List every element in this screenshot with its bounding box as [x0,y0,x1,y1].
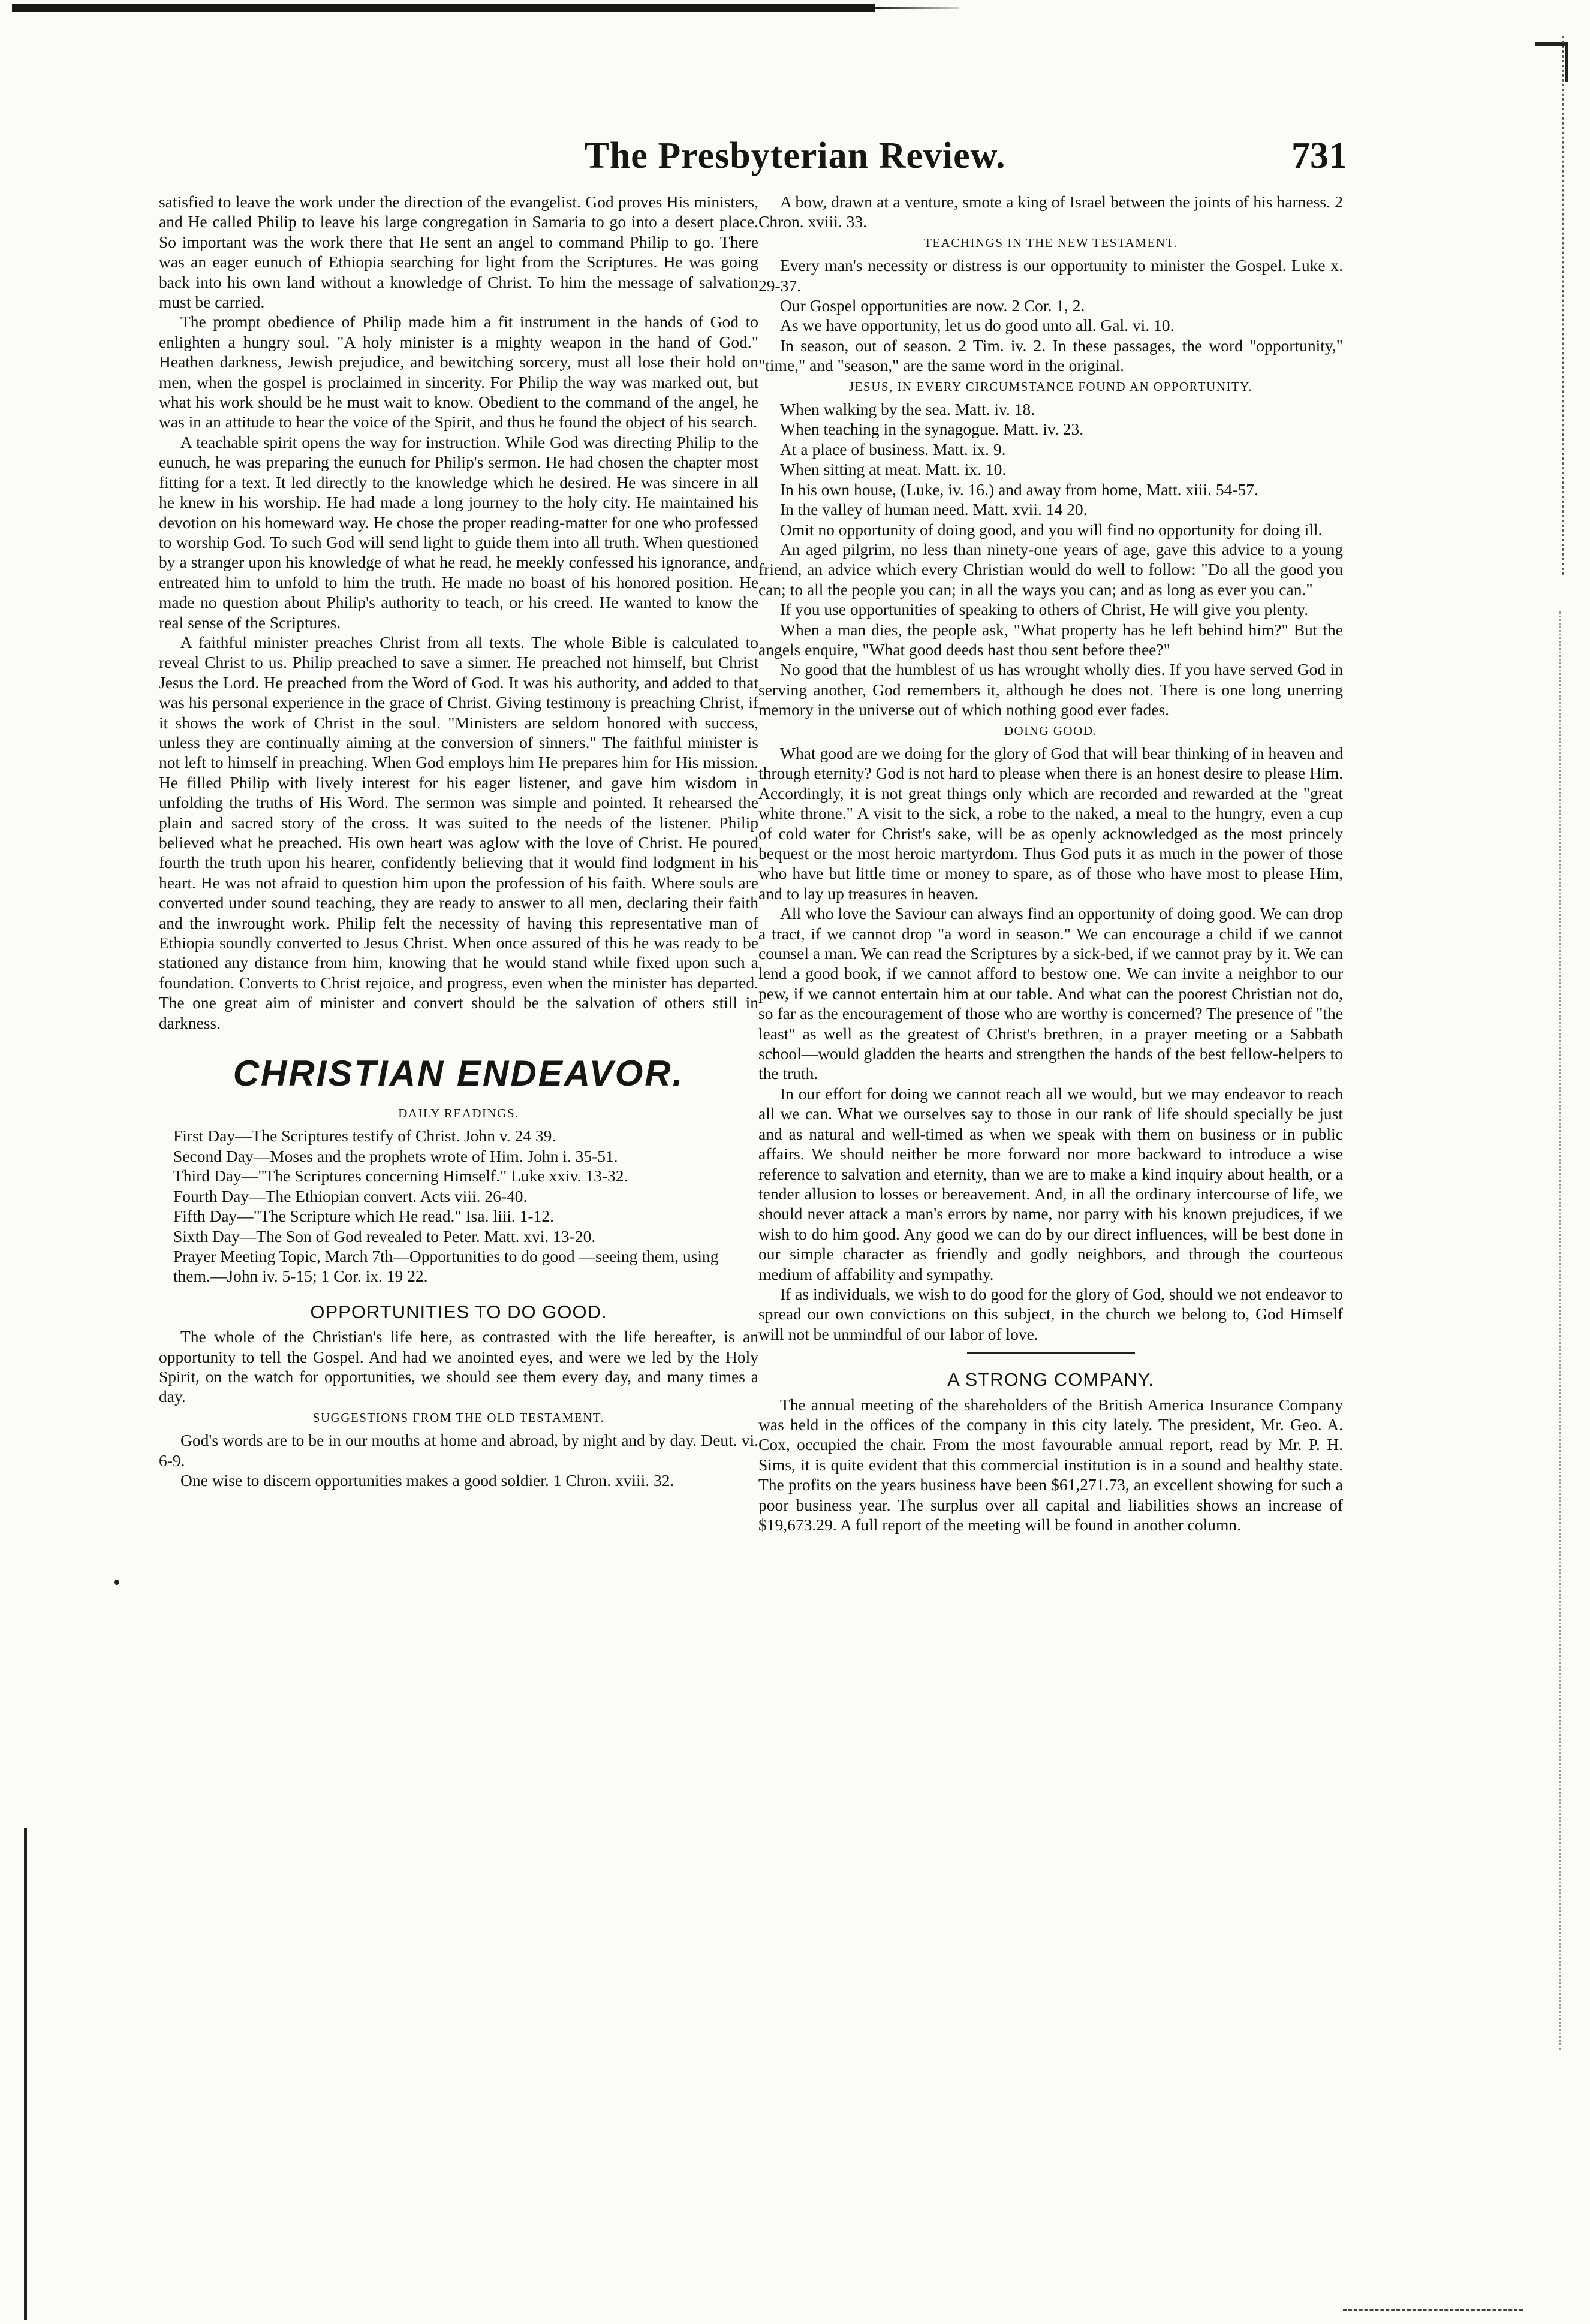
journal-title: The Presbyterian Review. [584,135,1006,176]
jesus-item: In the valley of human need. Matt. xvii. 14 20. [780,500,1088,519]
jesus-item: In his own house, (Luke, iv. 16.) and away from home, Matt. xiii. 54-57. [780,480,1258,499]
new-testament-item: In season, out of season. 2 Tim. iv. 2. In these passages, the word "opportunity," "time," and "season," are the same word in the original. [758,336,1343,375]
christian-endeavor-title: CHRISTIAN ENDEAVOR. [233,1053,685,1094]
left-binding-rule [24,1828,27,2320]
daily-reading: Fourth Day—The Ethiopian convert. Acts viii. 26-40. [173,1186,528,1205]
opportunities-heading: OPPORTUNITIES TO DO GOOD. [310,1301,607,1322]
top-border-rule [12,4,875,12]
left-column [159,192,758,1490]
daily-reading: Fifth Day—"The Scripture which He read." Isa. liii. 1-12. [173,1207,554,1226]
jesus-item: When teaching in the synagogue. Matt. iv. 23. [780,420,1084,439]
jesus-item: When sitting at meat. Matt. ix. 10. [780,460,1007,479]
page-header [0,135,1590,189]
old-testament-item: One wise to discern opportunities makes a good soldier. 1 Chron. xviii. 32. [180,1470,674,1490]
daily-reading: First Day—The Scriptures testify of Christ. John v. 24 39. [173,1126,556,1146]
article-paragraph: A teachable spirit opens the way for instruction. While God was directing Philip to the eunuch, he was preparing the eunuch for Philip's sermon. He had chosen the chapter most fitting for a text. It led directly to the knowledge which he desired. He was sincere in all he knew in his worship. He had made a long journey to the holy city. He maintained his devotion on his homeward way. He chose the proper reading-matter for one who professed to worship God. To such God will send light to guide them into all truth. When questioned by a stranger upon his knowledge of what he read, he meekly confessed his ignorance, and entreated him to unfold to him the truth. He made no boast of his honored position. He made no question about Philip's authority to teach, or his creed. He wanted to know the real sense of the Scriptures. [159,432,758,632]
old-testament-item: A bow, drawn at a venture, smote a king of Israel between the joints of his harness. 2 Chron. xviii. 33. [758,192,1343,231]
daily-reading: Third Day—"The Scriptures concerning Himself." Luke xxiv. 13-32. [173,1166,628,1186]
article-paragraph: The prompt obedience of Philip made him a fit instrument in the hands of God to enlighten a hungry soul. "A holy minister is a mighty weapon in the hand of God." Heathen darkness, Jewish prejudice, and bewitching sorcery, must all lose their hold on men, when the gospel is proclaimed in sincerity. For Philip the way was marked out, but what his work should be he must wait to know. Obedient to the command of the angel, he was in an attitude to hear the voice of the Spirit, and thus he found the object of his search. [159,312,758,432]
top-border-fade [875,7,959,9]
bottom-scan-mark [1343,2309,1523,2313]
jesus-item: When a man dies, the people ask, "What property has he left behind him?" But the angels enquire, "What good deeds hast thou sent before thee?" [758,620,1343,659]
article-paragraph: satisfied to leave the work under the direction of the evangelist. God proves His ministers, and He called Philip to leave his large congregation in Samaria to go into a desert place. So important was the work there that He sent an angel to command Philip to go. There was an eager eunuch of Ethiopia searching for light from the Scriptures. He was going back into his own land without a knowledge of Christ. To him the message of salvation must be carried. [159,192,758,312]
right-edge-mark-lower [1559,611,1562,2050]
daily-reading: Sixth Day—The Son of God revealed to Peter. Matt. xvi. 13-20. [173,1226,596,1246]
doing-good-heading: DOING GOOD. [1004,723,1098,738]
jesus-item: Omit no opportunity of doing good, and you will find no opportunity for doing ill. [780,520,1323,539]
doing-good-paragraph: If as individuals, we wish to do good for the glory of God, should we not endeavor to spread our own convictions on this subject, in the church we belong to, God Himself will not be unmindful of our labor of love. [758,1284,1343,1343]
opportunities-intro: The whole of the Christian's life here, as contrasted with the life hereafter, is an opportunity to tell the Gospel. And had we anointed eyes, and were we led by the Holy Spirit, on the watch for opportunities, we should see them every day, and many times a day. [159,1327,758,1406]
jesus-item: At a place of business. Matt. ix. 9. [780,439,1006,459]
old-testament-item: God's words are to be in our mouths at home and abroad, by night and by day. Deut. vi. 6-9. [159,1431,758,1470]
doing-good-paragraph: What good are we doing for the glory of God that will bear thinking of in heaven and through eternity? God is not hard to please when there is an honest desire to please Him. Accordingly, it is not great things only which are recorded and rewarded at the "great white throne." A visit to the sick, a robe to the naked, a meal to the hungry, even a cup of cold water for Christ's sake, will be as openly acknowledged as the most princely bequest or the most heroic martyrdom. Thus God puts it as much in the power of those who have but little time or money to spare, as of those who have most to please Him, and to lay up treasures in heaven. [758,743,1343,903]
article-paragraph: A faithful minister preaches Christ from all texts. The whole Bible is calculated to reveal Christ to us. Philip preached to save a sinner. He preached not himself, but Christ Jesus the Lord. He preached from the Word of God. It was his authority, and added to that was his personal experience in the grace of Christ. Giving testimony is preaching Christ, if it shows the work of Christ in the soul. "Ministers are seldom honored with success, unless they are continually aiming at the conversion of sinners." The faithful minister is not left to himself in preaching. When God employs him He prepares him for His mission. He filled Philip with lively interest for his eager listener, and gave him wisdom in unfolding the truths of His Word. The sermon was simple and pointed. It rehearsed the plain and sacred story of the cross. It was suited to the needs of the listener. Philip believed what he preached. His own heart was aglow with the love of Christ. He poured fourth the truth upon his hearer, confidently believing that it would find lodgment in his heart. He was not afraid to question him upon the profession of his faith. Where souls are converted under sound teaching, they are ready to answer to all men, declaring their faith and the inwrought work. Philip felt the necessity of having this representative man of Ethiopia soundly converted to Jesus Christ. When once assured of this he was ready to be stationed any distance from him, knowing that he would stand while fixed upon such a foundation. Converts to Christ rejoice, and progress, even when the minister has departed. The one great aim of minister and convert should be the salvation of others still in darkness. [159,632,758,1032]
jesus-item: An aged pilgrim, no less than ninety-one years of age, gave this advice to a young friend, an advice which every Christian would do well to follow: "Do all the good you can; to all the people you can; in all the ways you can; and as long as ever you can." [758,539,1343,599]
daily-reading: Second Day—Moses and the prophets wrote of Him. John i. 35-51. [173,1146,618,1165]
new-testament-heading: TEACHINGS IN THE NEW TESTAMENT. [924,235,1178,250]
new-testament-item: Our Gospel opportunities are now. 2 Cor. 1, 2. [780,296,1085,315]
new-testament-item: As we have opportunity, let us do good unto all. Gal. vi. 10. [780,316,1175,335]
section-separator [967,1352,1135,1354]
old-testament-heading: SUGGESTIONS FROM THE OLD TESTAMENT. [312,1410,605,1425]
right-column [758,192,1343,1535]
jesus-item: If you use opportunities of speaking to others of Christ, He will give you plenty. [780,600,1309,619]
page-number: 731 [1291,135,1347,176]
doing-good-paragraph: All who love the Saviour can always find an opportunity of doing good. We can drop a tract, if we cannot drop "a word in season." We can encourage a child if we cannot counsel a man. We can read the Scriptures by a sick-bed, if we cannot pray by it. We can lend a good book, if we cannot afford to bestow one. We can invite a neighbor to our pew, if we cannot entertain him at our table. And what can the poorest Christian not do, so far as the encouragement of those who are worthy is concerned? The presence of "the least" as well as the greatest of Christ's brethren, in a prayer meeting or a Sabbath school—would gladden the hearts and strengthen the hands of the best fellow-helpers to the truth. [758,904,1343,1083]
doing-good-paragraph: In our effort for doing we cannot reach all we would, but we may endeavor to reach all we can. What we ourselves say to those in our rank of life should specially be just and as natural and well-timed as when we speak with them on business or in public affairs. We should neither be more forward nor more backward to introduce a wise reference to salvation and eternity, than we are to make a kind inquiry about health, or a tender allusion to losses or bereavement. And, in all the ordinary intercourse of life, we should never attack a man's errors by name, nor parry with his known prejudices, if we wish to do him good. Any good we can do by our direct influences, will be best done in our simple character as friendly and godly neighbors, and through the courteous medium of affability and sympathy. [758,1084,1343,1283]
strong-company-text: The annual meeting of the shareholders of the British America Insurance Company was held in the offices of the company in this city lately. The president, Mr. Geo. A. Cox, occupied the chair. From the most favourable annual report, read by Mr. P. H. Sims, it is quite evident that this commercial institution is in a sound and healthy state. The profits on the years business have been $61,271.73, an excellent showing for such a poor business year. The surplus over all capital and liabilities shows an increase of $19,673.29. A full report of the meeting will be found in another column. [758,1395,1343,1534]
jesus-opportunity-heading: JESUS, IN EVERY CIRCUMSTANCE FOUND AN OPPORTUNITY. [849,379,1252,394]
section-bullet [114,1580,119,1585]
daily-readings-heading: DAILY READINGS. [398,1106,519,1121]
new-testament-item: Every man's necessity or distress is our opportunity to minister the Gospel. Luke x. 29-37. [758,256,1343,295]
jesus-item: When walking by the sea. Matt. iv. 18. [780,400,1035,419]
prayer-meeting-topic: Prayer Meeting Topic, March 7th—Opportunities to do good —seeing them, using them.—John iv. 5-15; 1 Cor. ix. 19 22. [173,1246,719,1286]
jesus-item: No good that the humblest of us has wrought wholly dies. If you have served God in serving another, God remembers it, although he does not. There is one long unerring memory in the universe out of which nothing good ever fades. [758,660,1343,719]
right-edge-mark [1562,36,1567,575]
strong-company-heading: A STRONG COMPANY. [947,1369,1154,1391]
